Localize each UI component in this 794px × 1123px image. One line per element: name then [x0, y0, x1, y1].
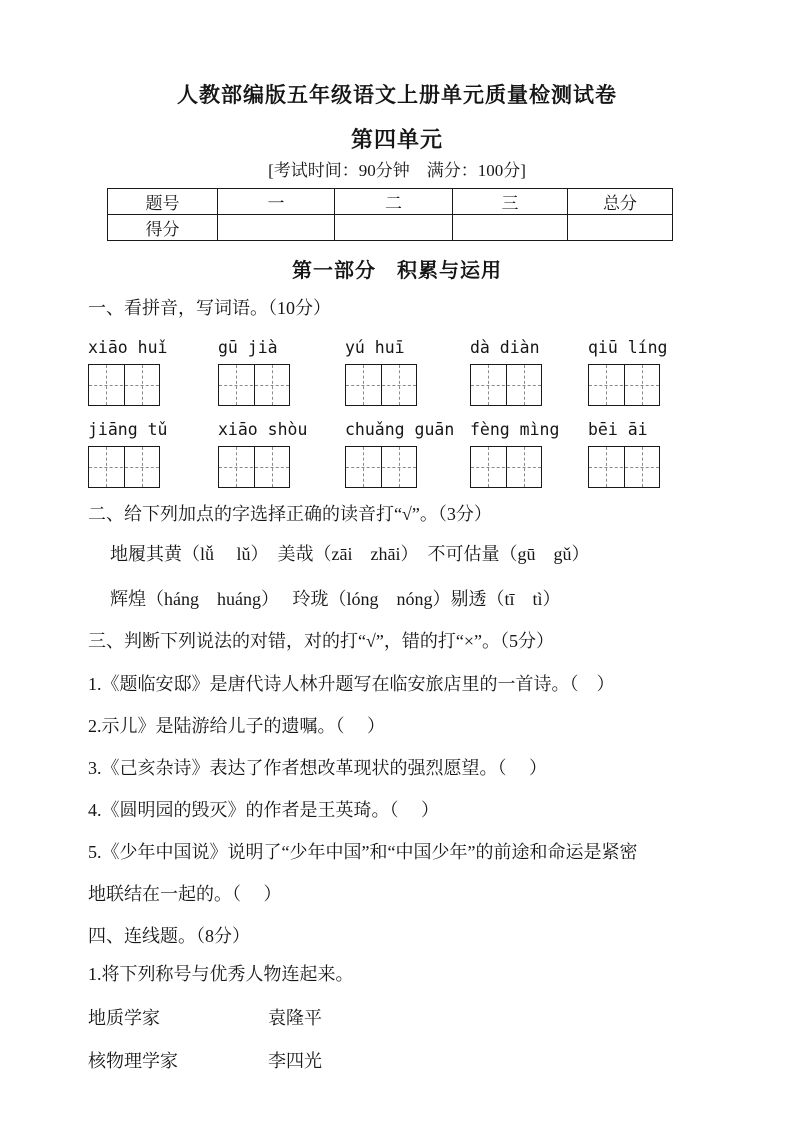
- pinyin-grid-group: [218, 338, 345, 406]
- score-cell[interactable]: [335, 215, 453, 241]
- grid-dashed-line: [219, 385, 289, 386]
- score-cell[interactable]: [568, 215, 673, 241]
- matching-left-label: 核物理学家: [88, 1051, 178, 1071]
- grid-dashed-line: [589, 385, 659, 386]
- judgment-item: 4.《圆明园的毁灭》的作者是王英琦。（ ）: [88, 800, 439, 820]
- hanzi-writing-grid: [470, 364, 542, 406]
- hanzi-writing-grid: [345, 446, 417, 488]
- score-cell[interactable]: [453, 215, 568, 241]
- judgment-item: 3.《己亥杂诗》表达了作者想改革现状的强烈愿望。（ ）: [88, 758, 547, 778]
- judgment-item: 2.示儿》是陆游给儿子的遗嘱。（ ）: [88, 716, 385, 736]
- grid-dashed-line: [471, 385, 541, 386]
- grid-dashed-line: [346, 385, 416, 386]
- score-table-score-row: [108, 215, 673, 241]
- pinyin-label: xiāo huǐ: [88, 338, 168, 357]
- score-table-header-cell: 三: [453, 189, 568, 215]
- grid-dashed-line: [346, 467, 416, 468]
- exam-info: [考试时间：90分钟 满分：100分]: [268, 161, 526, 180]
- page-title: 人教部编版五年级语文上册单元质量检测试卷: [177, 84, 617, 107]
- pronunciation-choice-line: 辉煌（háng huáng） 玲珑（lóng nóng）剔透（tī tì）: [110, 589, 561, 609]
- judgment-item: 5.《少年中国说》说明了“少年中国”和“中国少年”的前途和命运是紧密: [88, 842, 638, 862]
- question-4-title: 四、连线题。（8分）: [88, 926, 250, 946]
- pinyin-label: yú huī: [345, 338, 405, 357]
- hanzi-writing-grid: [218, 364, 290, 406]
- pinyin-grid-group: [218, 420, 345, 488]
- pinyin-grid-group: [345, 338, 470, 406]
- hanzi-writing-grid: [470, 446, 542, 488]
- matching-pair: [88, 1051, 706, 1071]
- pinyin-label: gū jià: [218, 338, 278, 357]
- pinyin-grid-group: [588, 338, 706, 406]
- matching-pair: [88, 1008, 706, 1028]
- pronunciation-choice-line: 地履其黄（lǚ lǔ） 美哉（zāi zhāi） 不可估量（gū gǔ）: [110, 544, 590, 564]
- grid-dashed-line: [89, 467, 159, 468]
- pinyin-grid-group: [470, 338, 588, 406]
- pinyin-grid-row: [88, 338, 706, 406]
- grid-dashed-line: [89, 385, 159, 386]
- pinyin-grid-group: [588, 420, 706, 488]
- question-4-subtitle: 1.将下列称号与优秀人物连起来。: [88, 964, 354, 984]
- part-heading: 第一部分 积累与运用: [292, 260, 502, 282]
- pinyin-label: chuǎng guān: [345, 420, 455, 439]
- pinyin-grid-row: [88, 420, 706, 488]
- score-table-header-cell: 总分: [568, 189, 673, 215]
- pinyin-grid-group: [88, 338, 218, 406]
- judgment-item: 1.《题临安邸》是唐代诗人林升题写在临安旅店里的一首诗。（ ）: [88, 674, 615, 694]
- pinyin-grid-group: [470, 420, 588, 488]
- pinyin-label: jiāng tǔ: [88, 420, 168, 439]
- score-table: [107, 188, 673, 241]
- pinyin-grid-group: [88, 420, 218, 488]
- hanzi-writing-grid: [588, 446, 660, 488]
- matching-right-label: 李四光: [268, 1051, 322, 1071]
- hanzi-writing-grid: [345, 364, 417, 406]
- matching-left-label: 地质学家: [88, 1008, 160, 1028]
- matching-right-label: 袁隆平: [268, 1008, 322, 1028]
- hanzi-writing-grid: [218, 446, 290, 488]
- pinyin-label: qiū líng: [588, 338, 668, 357]
- grid-dashed-line: [589, 467, 659, 468]
- hanzi-writing-grid: [88, 364, 160, 406]
- hanzi-writing-grid: [88, 446, 160, 488]
- pinyin-label: dà diàn: [470, 338, 540, 357]
- hanzi-writing-grid: [588, 364, 660, 406]
- question-1-title: 一、看拼音，写词语。（10分）: [88, 298, 331, 318]
- question-2-title: 二、给下列加点的字选择正确的读音打“√”。（3分）: [88, 504, 492, 524]
- judgment-item-continuation: 地联结在一起的。（ ）: [88, 884, 282, 904]
- score-table-header-row: [108, 189, 673, 215]
- score-table-header-cell: 二: [335, 189, 453, 215]
- question-3-title: 三、判断下列说法的对错，对的打“√”，错的打“×”。（5分）: [88, 631, 554, 651]
- score-row-label: 得分: [108, 215, 218, 241]
- score-table-header-cell: 题号: [108, 189, 218, 215]
- pinyin-label: xiāo shòu: [218, 420, 308, 439]
- unit-title: 第四单元: [350, 127, 443, 152]
- grid-dashed-line: [219, 467, 289, 468]
- pinyin-label: bēi āi: [588, 420, 648, 439]
- score-cell[interactable]: [218, 215, 335, 241]
- pinyin-label: fèng mìng: [470, 420, 560, 439]
- grid-dashed-line: [471, 467, 541, 468]
- pinyin-grid-group: [345, 420, 470, 488]
- score-table-header-cell: 一: [218, 189, 335, 215]
